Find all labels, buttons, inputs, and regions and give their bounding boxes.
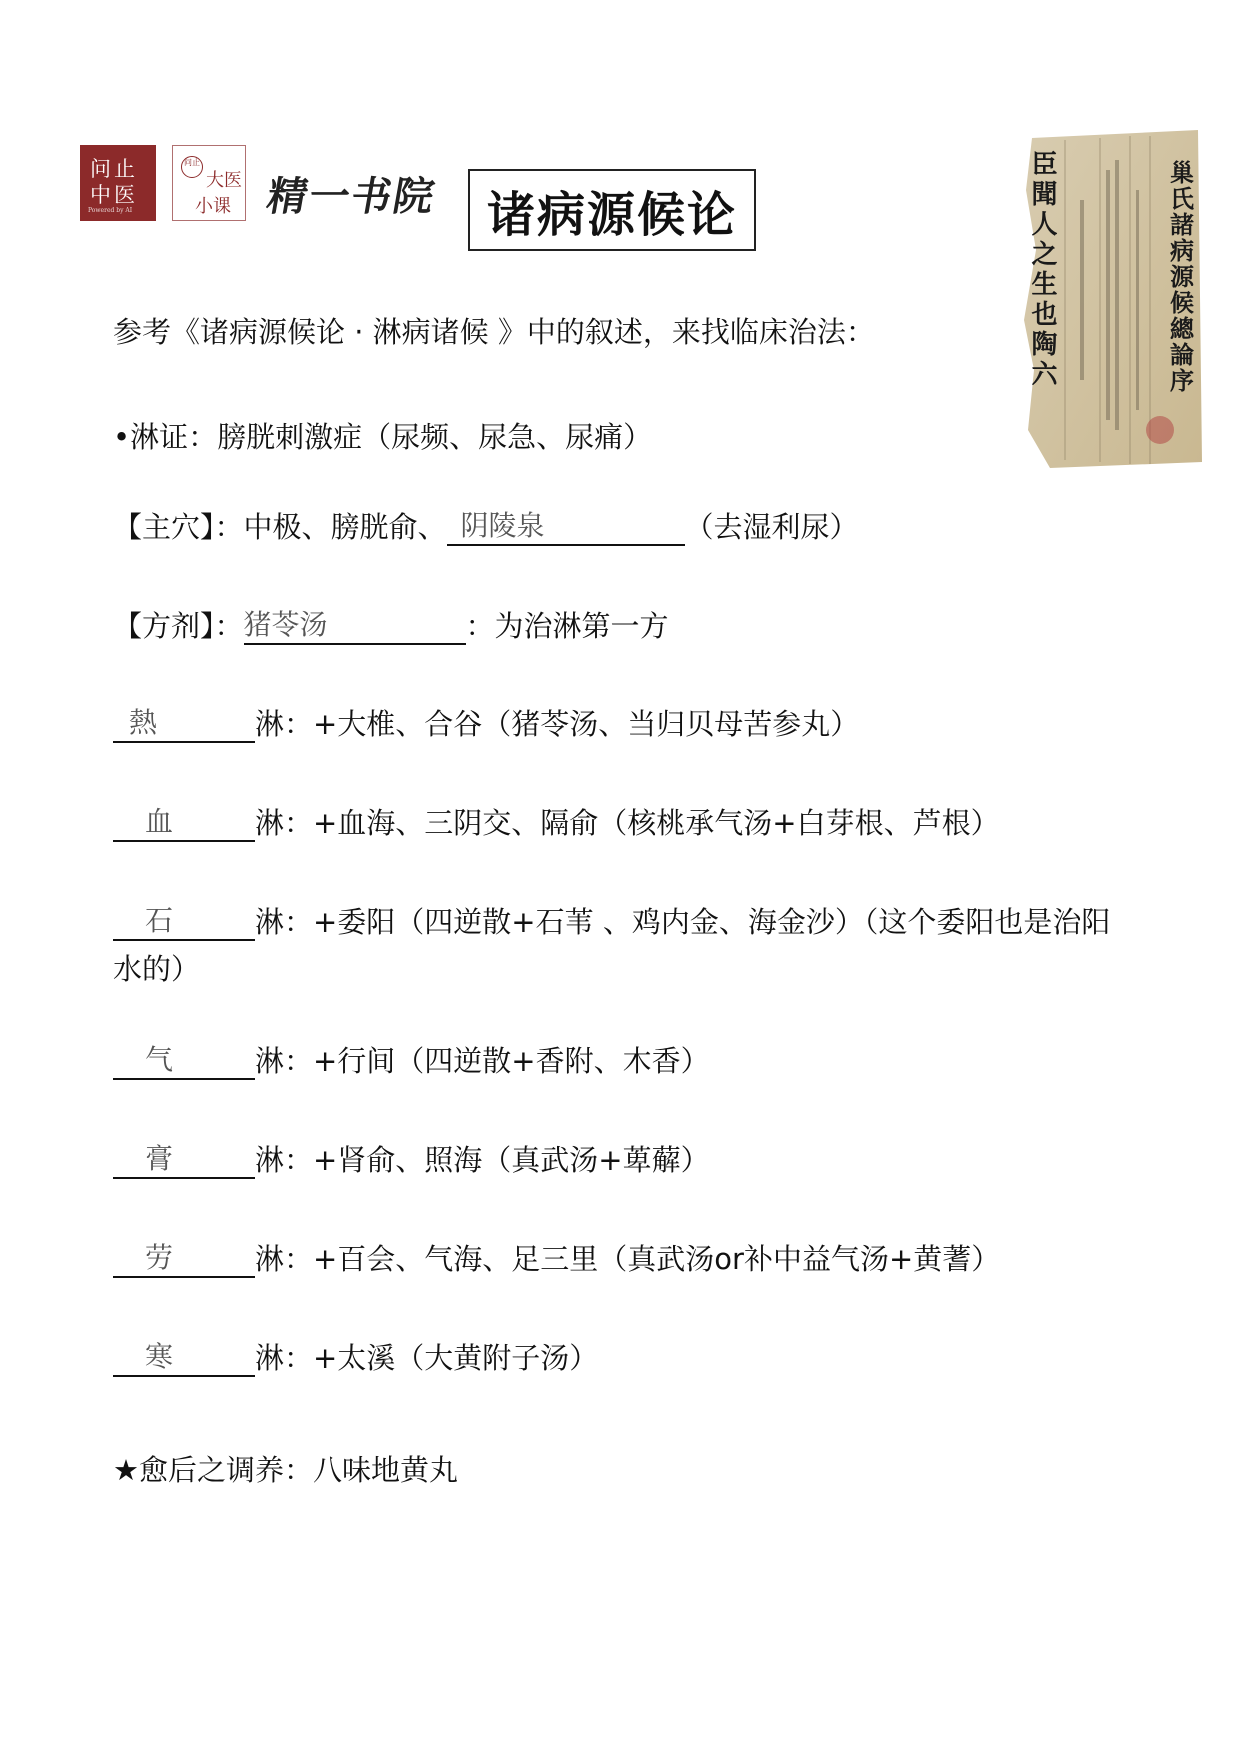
type-line-shi-continuation: 水的）	[113, 952, 201, 986]
type-blank	[113, 802, 255, 842]
logo-text-line2: 中医	[90, 183, 138, 207]
main-points-label: 【主穴】：	[113, 510, 244, 544]
type-text: 淋：+肾俞、照海（真武汤+萆薢）	[255, 1143, 710, 1177]
jingyi-academy-logo: 精一书院	[263, 173, 440, 220]
formula-fill: 猪苓汤	[243, 608, 328, 641]
type-fill: 血	[145, 805, 174, 838]
type-text: 淋：+行间（四逆散+香附、木香）	[255, 1044, 710, 1078]
intro-text: 参考《诸病源候论 · 淋病诸候 》中的叙述，来找临床治法：	[113, 315, 875, 349]
logo2-line2: 小课	[195, 196, 231, 217]
book-text-column: 臣聞人之生也陶六	[1027, 150, 1057, 390]
logo-subtext: Powered by AI	[88, 207, 133, 214]
ancient-book-image	[1020, 130, 1202, 468]
type-text: 淋：+百会、气海、足三里（真武汤or补中益气汤+黄蓍）	[255, 1242, 1001, 1276]
type-blank	[113, 1040, 255, 1080]
type-line-shi	[113, 900, 1110, 941]
wenzhi-logo	[80, 145, 156, 221]
type-text: 淋：+大椎、合谷（猪苓汤、当归贝母苦参丸）	[255, 707, 860, 741]
logo2-line1: 大医	[206, 170, 242, 191]
type-blank	[113, 901, 255, 941]
type-fill: 气	[145, 1043, 174, 1076]
main-points-text: 中极、膀胱俞、	[243, 510, 447, 544]
type-line-qi	[113, 1039, 710, 1080]
formula-label: 【方剂】：	[113, 609, 244, 643]
main-points-blank	[447, 506, 685, 546]
aftercare-text: ★愈后之调养：八味地黄丸	[113, 1453, 458, 1487]
type-text: 淋：+血海、三阴交、隔俞（核桃承气汤+白芽根、芦根）	[255, 806, 1000, 840]
type-line-xue	[113, 801, 1000, 842]
type-text: 淋：+太溪（大黄附子汤）	[255, 1341, 599, 1375]
type-blank	[113, 1139, 255, 1179]
book-title-column: 巢氏諸病源候總論序	[1165, 160, 1195, 394]
type-line-lao	[113, 1237, 1000, 1278]
type-fill: 寒	[145, 1340, 174, 1373]
title-box	[468, 169, 756, 251]
type-blank	[113, 1337, 255, 1377]
main-points-after: （去湿利尿）	[684, 510, 859, 544]
type-fill: 石	[145, 904, 174, 937]
type-text: 淋：+委阳（四逆散+石苇 、鸡内金、海金沙）（这个委阳也是治阳	[255, 905, 1111, 939]
main-points-fill: 阴陵泉	[460, 509, 545, 542]
seal-icon: 问止	[181, 156, 203, 178]
type-line-gao	[113, 1138, 710, 1179]
type-fill: 膏	[145, 1142, 174, 1175]
dayi-xiaoke-logo	[172, 145, 246, 221]
type-line-han	[113, 1336, 598, 1377]
type-blank	[113, 1238, 255, 1278]
type-fill: 劳	[145, 1241, 174, 1274]
formula-after: ：为治淋第一方	[465, 609, 669, 643]
type-fill: 熱	[129, 706, 158, 739]
main-points-line	[113, 505, 859, 546]
seal-stamp-icon	[1146, 416, 1174, 444]
formula-line	[113, 604, 669, 645]
linzheng-text: •淋证：膀胱刺激症（尿频、尿急、尿痛）	[113, 420, 653, 454]
formula-blank	[244, 605, 466, 645]
type-line-re	[113, 702, 859, 743]
page-title: 诸病源候论	[486, 186, 737, 243]
type-blank	[113, 703, 255, 743]
logo-text-line1: 问止	[90, 157, 138, 181]
